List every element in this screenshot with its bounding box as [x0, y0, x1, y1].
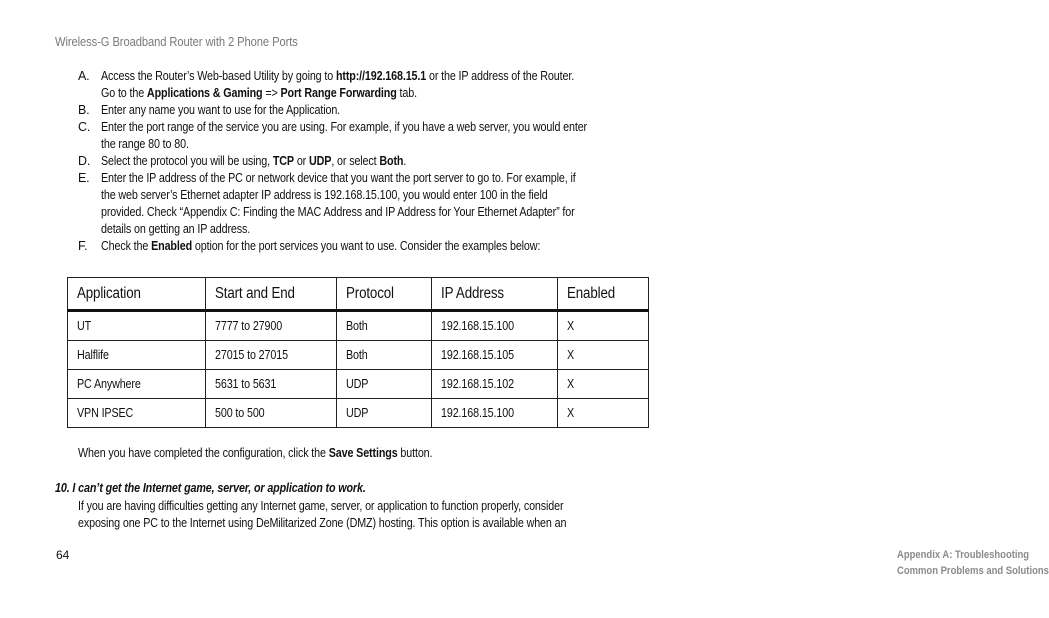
table-cell: 5631 to 5631 — [206, 370, 337, 399]
step-marker: E. — [78, 171, 90, 185]
table-cell: Halflife — [68, 341, 206, 370]
instruction-step — [78, 238, 678, 255]
question-10-line: exposing one PC to the Internet using DeMilitarized Zone (DMZ) hosting. This option is available when an — [78, 516, 567, 530]
step-marker: B. — [78, 103, 90, 117]
column-header-protocol: Protocol — [337, 278, 432, 311]
table-cell: Both — [337, 311, 432, 341]
table-cell: X — [558, 341, 649, 370]
step-line: Check the Enabled option for the port services you want to use. Consider the examples below: — [101, 239, 541, 253]
table-cell: 500 to 500 — [206, 399, 337, 428]
table-cell: 192.168.15.100 — [432, 311, 558, 341]
port-forwarding-table — [67, 277, 649, 428]
table-cell: 192.168.15.105 — [432, 341, 558, 370]
table-cell: 192.168.15.100 — [432, 399, 558, 428]
column-header-application: Application — [68, 278, 206, 311]
table-cell: 192.168.15.102 — [432, 370, 558, 399]
step-line: Enter the port range of the service you are using. For example, if you have a web server, you would enter — [101, 120, 588, 134]
step-line: Select the protocol you will be using, TCP or UDP, or select Both. — [101, 154, 407, 168]
step-line: Access the Router’s Web-based Utility by going to http://192.168.15.1 or the IP address of the Router. — [101, 69, 575, 83]
instruction-step — [78, 170, 678, 238]
table-row — [68, 341, 649, 370]
column-header-enabled: Enabled — [558, 278, 649, 311]
page-number: 64 — [56, 548, 70, 562]
instruction-step — [78, 119, 678, 153]
column-header-start-end: Start and End — [206, 278, 337, 311]
table-cell: UT — [68, 311, 206, 341]
table-body — [68, 311, 649, 428]
table-cell: UDP — [337, 399, 432, 428]
step-line: provided. Check “Appendix C: Finding the MAC Address and IP Address for Your Ethernet Adapter” for — [101, 205, 575, 219]
question-10-body — [78, 498, 678, 532]
instruction-step — [78, 153, 678, 170]
step-line: the range 80 to 80. — [101, 137, 189, 151]
step-marker: D. — [78, 154, 91, 168]
table-cell: X — [558, 370, 649, 399]
step-marker: F. — [78, 239, 88, 253]
step-line: Enter the IP address of the PC or network device that you want the port server to go to. For example, if — [101, 171, 576, 185]
instruction-step — [78, 68, 678, 102]
instruction-step — [78, 102, 678, 119]
table-row — [68, 399, 649, 428]
table-row — [68, 311, 649, 341]
table-cell: Both — [337, 341, 432, 370]
step-marker: C. — [78, 120, 91, 134]
step-line: the web server’s Ethernet adapter IP address is 192.168.15.100, you would enter 100 in the field — [101, 188, 548, 202]
table-cell: 7777 to 27900 — [206, 311, 337, 341]
table-header-row — [68, 278, 649, 311]
table-cell: VPN IPSEC — [68, 399, 206, 428]
question-10-line: If you are having difficulties getting any Internet game, server, or application to function properly, consider — [78, 499, 564, 513]
table-cell: X — [558, 311, 649, 341]
column-header-ip-address: IP Address — [432, 278, 558, 311]
table-cell: 27015 to 27015 — [206, 341, 337, 370]
table-cell: UDP — [337, 370, 432, 399]
step-line: Enter any name you want to use for the Application. — [101, 103, 341, 117]
table-cell: PC Anywhere — [68, 370, 206, 399]
step-marker: A. — [78, 69, 90, 83]
step-line: Go to the Applications & Gaming => Port Range Forwarding tab. — [101, 86, 417, 100]
step-line: details on getting an IP address. — [101, 222, 251, 236]
table-row — [68, 370, 649, 399]
instruction-steps — [78, 68, 678, 255]
table-cell: X — [558, 399, 649, 428]
